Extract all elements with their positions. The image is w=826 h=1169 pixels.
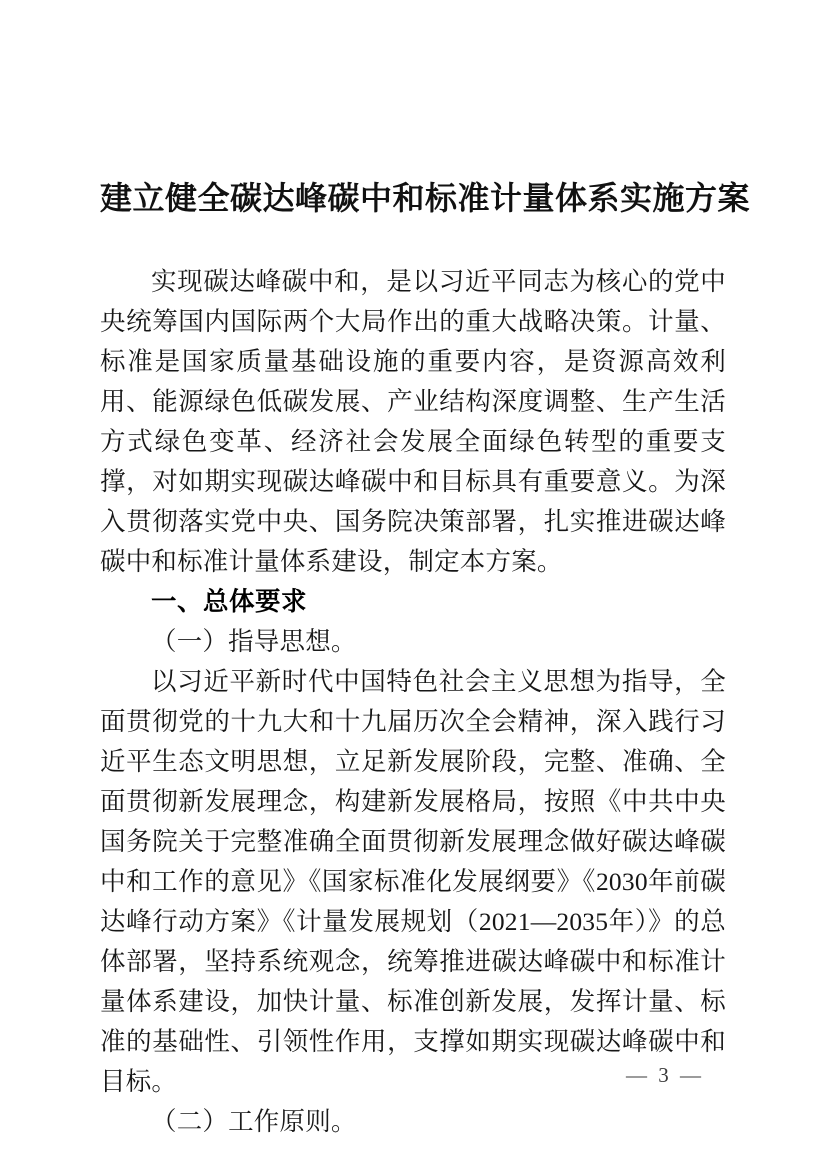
page-title: 建立健全碳达峰碳中和标准计量体系实施方案 [100,180,751,216]
page-number-footer: — 3 — [626,1063,704,1087]
document-body [100,262,726,1142]
paragraph-guiding-ideology: 以习近平新时代中国特色社会主义思想为指导，全面贯彻党的十九大和十九届历次全会精神，深入践行习近平生态文明思想，立足新发展阶段，完整、准确、全面贯彻新发展理念，构建新发展格局，按照《中共中央 国务院关于完整准确全面贯彻新发展理念做好碳达峰碳中和工作的意见》《国家标准化发展纲要》《2030年前碳达峰行动方案》《计量发展规划（2021—2035年）》的总体部署，坚持系统观念，统筹推进碳达峰碳中和标准计量体系建设，加快计量、标准创新发展，发挥计量、标准的基础性、引领性作用，支撑如期实现碳达峰碳中和目标。 [100,667,726,1096]
subsection-heading-guiding-ideology: （一）指导思想。 [151,627,357,656]
paragraph-intro: 实现碳达峰碳中和，是以习近平同志为核心的党中央统筹国内国际两个大局作出的重大战略决策。计量、标准是国家质量基础设施的重要内容，是资源高效利用、能源绿色低碳发展、产业结构深度调整、生产生活方式绿色变革、经济社会发展全面绿色转型的重要支撑，对如期实现碳达峰碳中和目标具有重要意义。为深入贯彻落实党中央、国务院决策部署，扎实推进碳达峰碳中和标准计量体系建设，制定本方案。 [100,267,726,576]
subsection-heading-working-principles: （二）工作原则。 [151,1107,357,1136]
section-heading-overall-requirements: 一、总体要求 [151,588,308,616]
